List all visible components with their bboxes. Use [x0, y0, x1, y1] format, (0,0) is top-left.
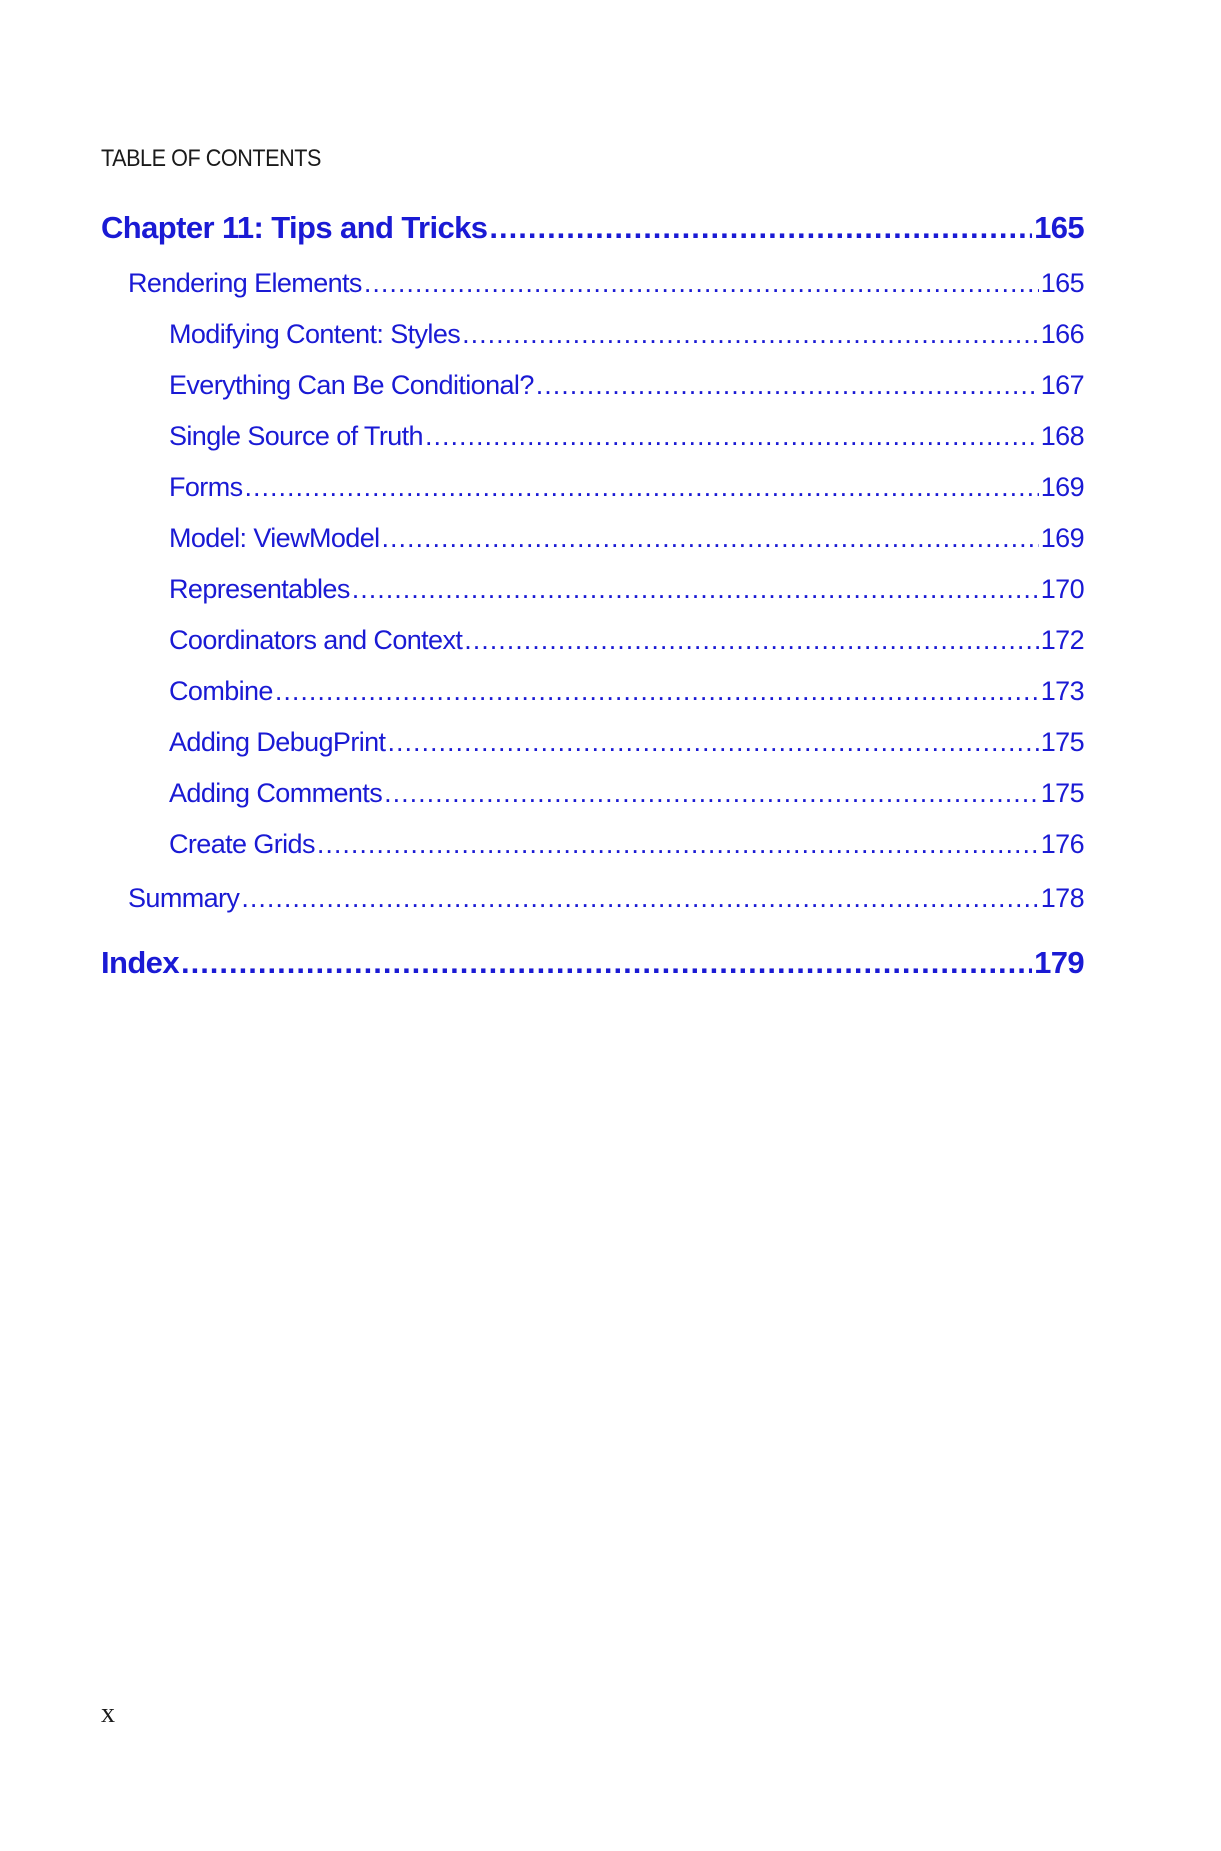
toc-entry-title: Summary — [128, 883, 240, 913]
toc-entry-page: 175 — [1040, 727, 1084, 757]
dot-leader — [317, 829, 1039, 860]
dot-leader — [536, 370, 1039, 401]
toc-entry-rendering-elements[interactable] — [128, 268, 1084, 299]
toc-entry-page: 173 — [1040, 676, 1084, 706]
toc-entry-page: 168 — [1040, 421, 1084, 451]
toc-entry-page: 166 — [1040, 319, 1084, 349]
toc-entry-page: 172 — [1040, 625, 1084, 655]
toc-entry-title: Modifying Content: Styles — [169, 319, 461, 349]
toc-entry-modifying-content-styles[interactable] — [169, 319, 1084, 350]
toc-entry-title: Representables — [169, 574, 350, 604]
toc-entry-page: 178 — [1040, 883, 1084, 913]
toc-entry-title: Single Source of Truth — [169, 421, 423, 451]
toc-entry-page: 165 — [1040, 268, 1084, 298]
dot-leader — [382, 523, 1039, 554]
dot-leader — [364, 268, 1039, 299]
dot-leader — [384, 778, 1039, 809]
dot-leader — [387, 727, 1038, 758]
dot-leader — [245, 472, 1039, 503]
toc-entry-title: Rendering Elements — [128, 268, 362, 298]
toc-entry-coordinators-and-context[interactable] — [169, 625, 1084, 656]
toc-entry-page: 170 — [1040, 574, 1084, 604]
toc-entry-title: Model: ViewModel — [169, 523, 380, 553]
toc-entry-page: 176 — [1040, 829, 1084, 859]
toc-entry-title: Coordinators and Context — [169, 625, 463, 655]
toc-entry-page: 169 — [1040, 472, 1084, 502]
toc-entry-title: Chapter 11: Tips and Tricks — [101, 210, 488, 245]
toc-entry-adding-debugprint[interactable] — [169, 727, 1084, 758]
toc-entry-page: 165 — [1034, 210, 1084, 245]
toc-entry-page: 169 — [1040, 523, 1084, 553]
toc-entry-title: Forms — [169, 472, 243, 502]
toc-entry-summary[interactable] — [128, 883, 1084, 914]
toc-entry-index[interactable] — [101, 945, 1084, 981]
toc-entry-model-viewmodel[interactable] — [169, 523, 1084, 554]
dot-leader — [181, 945, 1032, 981]
toc-entry-everything-can-be-conditional[interactable] — [169, 370, 1084, 401]
toc-entry-title: Adding Comments — [169, 778, 383, 808]
toc-entry-representables[interactable] — [169, 574, 1084, 605]
toc-entry-single-source-of-truth[interactable] — [169, 421, 1084, 452]
running-header: TABLE OF CONTENTS — [101, 145, 321, 172]
dot-leader — [352, 574, 1039, 605]
toc-entry-adding-comments[interactable] — [169, 778, 1084, 809]
dot-leader — [462, 319, 1039, 350]
toc-entry-title: Adding DebugPrint — [169, 727, 386, 757]
toc-entry-title: Combine — [169, 676, 273, 706]
toc-entry-page: 179 — [1034, 945, 1084, 980]
toc-entry-title: Create Grids — [169, 829, 315, 859]
toc-entry-forms[interactable] — [169, 472, 1084, 503]
toc-entry-page: 175 — [1040, 778, 1084, 808]
toc-entry-create-grids[interactable] — [169, 829, 1084, 860]
toc-entry-page: 167 — [1040, 370, 1084, 400]
page-number: x — [101, 1698, 115, 1729]
toc-entry-chapter-11[interactable] — [101, 210, 1084, 246]
dot-leader — [425, 421, 1039, 452]
toc-entry-title: Index — [101, 945, 179, 980]
dot-leader — [489, 210, 1032, 246]
dot-leader — [241, 883, 1038, 914]
toc-entry-combine[interactable] — [169, 676, 1084, 707]
dot-leader — [464, 625, 1038, 656]
dot-leader — [275, 676, 1039, 707]
toc-entry-title: Everything Can Be Conditional? — [169, 370, 534, 400]
